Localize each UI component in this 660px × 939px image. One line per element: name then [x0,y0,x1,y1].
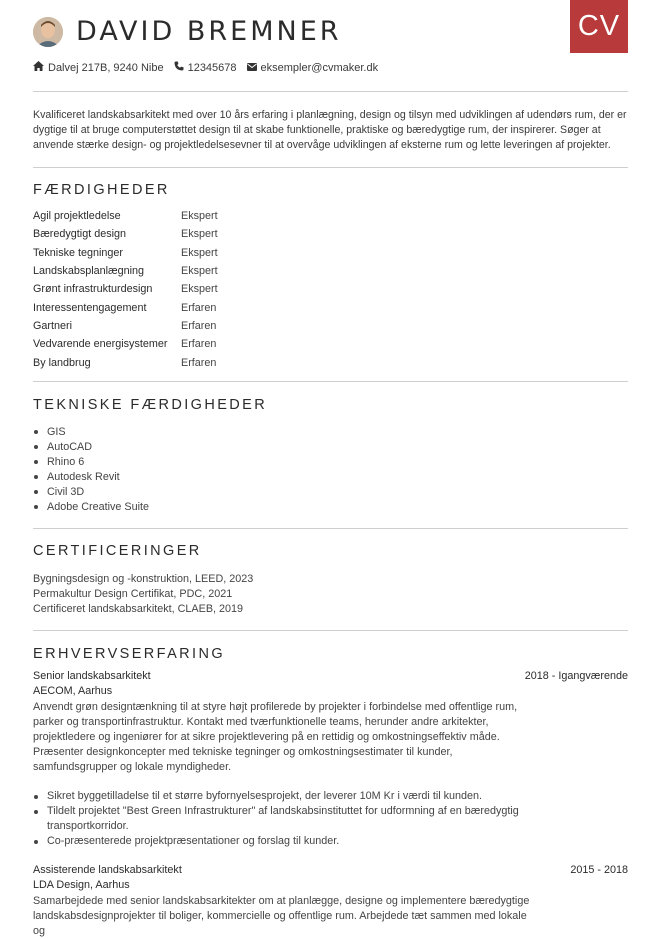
skills-heading: FÆRDIGHEDER [33,182,170,198]
list-item [33,789,523,804]
job-description: Anvendt grøn designtænkning til at styre højt profilerede by projekter i forbindelse med offentlige rum, parker og transportinfrastruktur. Kontakt med tværfunktionelle teams, herunder andre arkitekter, projektledere og ingeniører for at sikre projektlevering på en rettidig og omkostningseffektiv måde. Præsenter designkoncepter med tekniske tegninger og omkostningsestimater til kunder, samfundsgrupper og lokale myndigheder. [33,701,518,773]
skill-level: Erfaren [181,356,217,369]
contact-email [247,62,379,74]
achievement: Tildelt projektet "Best Green Infrastrukturer" af landskabsinstituttet for udformning af en bæredygtig transportkorridor. [47,805,519,832]
envelope-icon [247,62,261,74]
bullet-icon [34,795,38,799]
job-entry [33,864,628,939]
job-header [33,864,628,876]
profile-summary: Kvalificeret landskabsarkitekt med over 10 års erfaring i planlægning, design og tilsyn med udviklingen af udendørs rum, der er dygtige til at bruge computerstøttet design til at skabe funktionelle, praktiske og bæredygtige rum, der inspirerer. Søger at anvende stærke design- og projektledelsesevner til at overvåge udviklingen af eksterne rum og lette leveringen af projekter. [33,109,627,151]
skill-name: Interessentengagement [33,301,147,314]
divider [33,630,628,631]
header [33,16,342,47]
bullet-icon [34,475,38,479]
list-item [33,454,149,469]
skill-row [33,262,218,280]
tech-skills-list [33,424,149,514]
certifications-list [33,572,253,617]
phone-text: 12345678 [187,61,237,74]
skill-row [33,244,218,262]
cv-badge: CV [570,0,628,53]
bullet-icon [34,840,38,844]
tech-skill: Civil 3D [47,485,85,498]
list-item [33,469,149,484]
address-text: Dalvej 217B, 9240 Nibe [48,61,164,74]
skill-level: Ekspert [181,228,218,241]
achievement: Co-præsenterede projektpræsentationer og forslag til kunder. [47,835,340,847]
achievement: Sikret byggetilladelse til et større byfornyelsesprojekt, der leverer 10M Kr i værdi til kunden. [47,790,483,802]
tech-skill: Autodesk Revit [47,470,120,483]
certification: Certificeret landskabsarkitekt, CLAEB, 2019 [33,603,244,615]
phone-icon [174,61,188,74]
divider [33,91,628,92]
skill-level: Ekspert [181,210,218,223]
skill-name: Bæredygtigt design [33,228,127,241]
certification: Bygningsdesign og -konstruktion, LEED, 2023 [33,573,254,585]
certifications-heading: CERTIFICERINGER [33,543,202,559]
tech-skill: GIS [47,425,66,438]
contact-address [33,61,164,74]
divider [33,167,628,168]
skill-row [33,317,218,335]
job-title: Senior landskabsarkitekt [33,670,151,682]
job-company: LDA Design, Aarhus [33,879,130,891]
tech-skill: Adobe Creative Suite [47,500,150,513]
email-text: eksempler@cvmaker.dk [260,61,379,74]
bullet-icon [34,490,38,494]
divider [33,528,628,529]
skill-level: Erfaren [181,319,217,332]
skill-level: Erfaren [181,338,217,351]
bullet-icon [34,810,38,814]
job-dates: 2018 - Igangværende [524,670,628,682]
skills-list [33,207,218,372]
bullet-icon [34,505,38,509]
skill-row [33,280,218,298]
job-company: AECOM, Aarhus [33,685,113,697]
skill-level: Ekspert [181,283,218,296]
job-entry [33,670,628,849]
skill-row [33,207,218,225]
divider [33,381,628,382]
skill-row [33,335,218,353]
job-title: Assisterende landskabsarkitekt [33,864,182,876]
home-icon [33,61,48,74]
avatar [33,17,63,47]
list-item [33,484,149,499]
job-description: Samarbejdede med senior landskabsarkitekter om at planlægge, designe og implementere bæredygtige landskabsdesignprojekter til boliger, kommercielle og offentlige rum. Arbejdede tæt sammen med lokale og [33,895,530,937]
job-header [33,670,628,682]
job-achievements [33,789,628,849]
tech-skill: Rhino 6 [47,455,85,468]
list-item [33,439,149,454]
bullet-icon [34,460,38,464]
skill-row [33,353,218,371]
certification: Permakultur Design Certifikat, PDC, 2021 [33,588,233,600]
job-dates: 2015 - 2018 [570,864,628,876]
list-item [33,499,149,514]
skill-name: Landskabsplanlægning [33,265,145,278]
skill-name: Tekniske tegninger [33,246,124,259]
skill-level: Ekspert [181,265,218,278]
skill-name: Agil projektledelse [33,210,121,223]
tech-skills-heading: TEKNISKE FÆRDIGHEDER [33,397,268,413]
candidate-name: DAVID BREMNER [76,16,342,47]
contact-phone [174,61,237,74]
list-item [33,804,523,834]
skill-name: By landbrug [33,356,91,369]
skill-name: Gartneri [33,319,73,332]
skill-row [33,298,218,316]
tech-skill: AutoCAD [47,440,93,453]
skill-name: Grønt infrastrukturdesign [33,283,153,296]
bullet-icon [34,445,38,449]
contact-line [33,61,388,74]
skill-level: Ekspert [181,246,218,259]
skill-level: Erfaren [181,301,217,314]
list-item [33,424,149,439]
skill-name: Vedvarende energisystemer [33,338,168,351]
experience-heading: ERHVERVSERFARING [33,646,226,662]
bullet-icon [34,430,38,434]
list-item [33,834,523,849]
skill-row [33,225,218,243]
